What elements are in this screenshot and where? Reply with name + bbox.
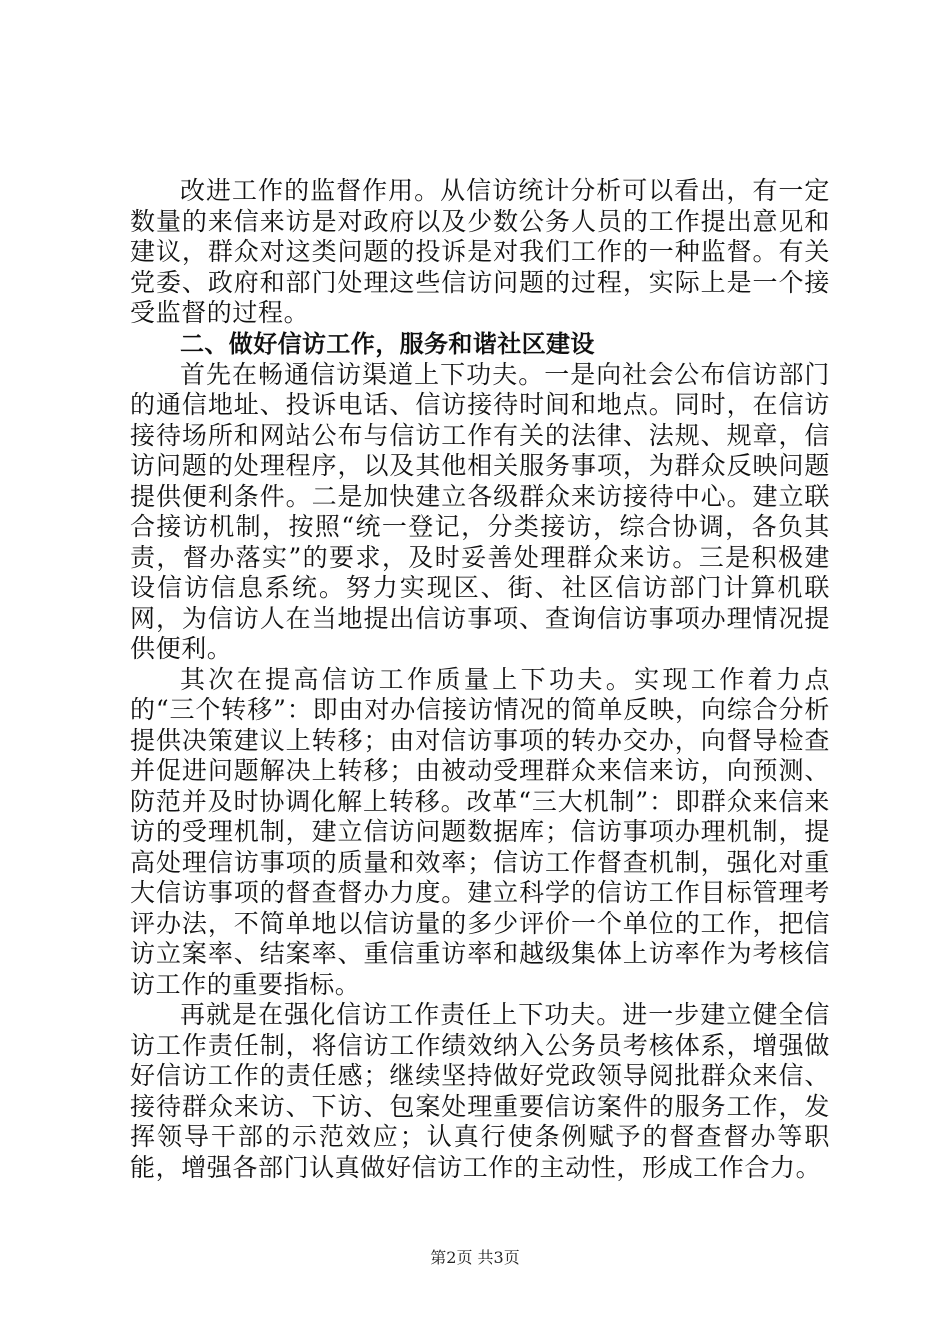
- section-heading: 二、做好信访工作，服务和谐社区建设: [180, 329, 595, 358]
- paragraph-responsibility: 再就是在强化信访工作责任上下功夫。进一步建立健全信访工作责任制，将信访工作绩效纳入公务员考核体系，增强做好信访工作的责任感；继续坚持做好党政领导阅批群众来信、接待群众来访、下访、包案处理重要信访案件的服务工作，发挥领导干部的示范效应；认真行使条例赋予的督查督办等职能，增强各部门认真做好信访工作的主动性，形成工作合力。: [130, 1000, 830, 1182]
- paragraph-supervision: 改进工作的监督作用。从信访统计分析可以看出，有一定数量的来信来访是对政府以及少数公务人员的工作提出意见和建议，群众对这类问题的投诉是对我们工作的一种监督。有关党委、政府和部门处理这些信访问题的过程，实际上是一个接受监督的过程。: [130, 176, 830, 327]
- paragraph-channels: 首先在畅通信访渠道上下功夫。一是向社会公布信访部门的通信地址、投诉电话、信访接待时间和地点。同时，在信访接待场所和网站公布与信访工作有关的法律、法规、规章，信访问题的处理程序，以及其他相关服务事项，为群众反映问题提供便利条件。二是加快建立各级群众来访接待中心。建立联合接访机制，按照“统一登记，分类接访，综合协调，各负其责，督办落实”的要求，及时妥善处理群众来访。三是积极建设信访信息系统。努力实现区、街、社区信访部门计算机联网，为信访人在当地提出信访事项、查询信访事项办理情况提供便利。: [130, 359, 830, 663]
- page-number-footer: 第2页 共3页: [430, 1248, 520, 1267]
- paragraph-quality: 其次在提高信访工作质量上下功夫。实现工作着力点的“三个转移”：即由对办信接访情况的简单反映，向综合分析提供决策建议上转移；由对信访事项的转办交办，向督导检查并促进问题解决上转移；由被动受理群众来信来访，向预测、防范并及时协调化解上转移。改革“三大机制”：即群众来信来访的受理机制，建立信访问题数据库；信访事项办理机制，提高处理信访事项的质量和效率；信访工作督查机制，强化对重大信访事项的督查督办力度。建立科学的信访工作目标管理考评办法，不简单地以信访量的多少评价一个单位的工作，把信访立案率、结案率、重信重访率和越级集体上访率作为考核信访工作的重要指标。: [130, 664, 830, 999]
- document-body: [130, 176, 830, 1183]
